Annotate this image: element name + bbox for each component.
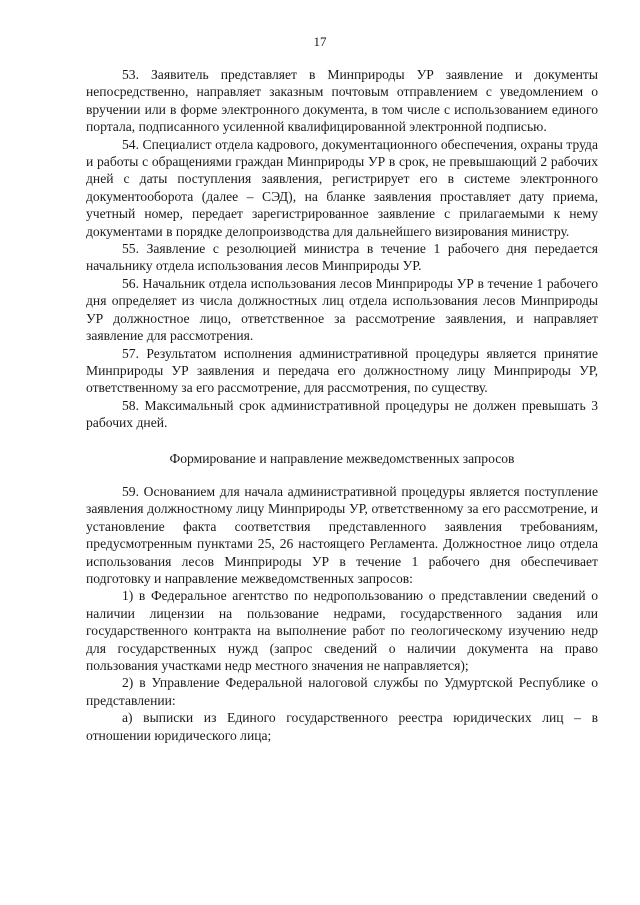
page-number: 17: [313, 34, 327, 49]
paragraph-54: 54. Специалист отдела кадрового, документационного обеспечения, охраны труда и работы с обращениями граждан Минприроды УР в срок, не превышающий 2 рабочих дней с даты поступления заявления, регистрирует его в системе электронного документооборота (далее – СЭД), на бланке заявления проставляет дату приема, учетный номер, передает зарегистрированное заявление с прилагаемыми к нему документами в порядке делопроизводства для дальнейшего визирования министру.: [86, 136, 598, 239]
paragraph-59-item-2: 2) в Управление Федеральной налоговой службы по Удмуртской Республике о представлении:: [86, 675, 598, 708]
paragraph-56: 56. Начальник отдела использования лесов Минприроды УР в течение 1 рабочего дня определяет из числа должностных лиц отдела использования лесов Минприроды УР должностное лицо, ответственное за рассмотрение заявления, и направляет заявление для рассмотрения.: [86, 275, 598, 344]
paragraph-59-item-1: 1) в Федеральное агентство по недропользованию о представлении сведений о наличии лицензии на пользование недрами, государственного задания или государственного контракта на выполнение работ по геологическому изучению недр для государственных нужд (запрос сведений о наличии документа на право пользования участками недр местного значения не направляется);: [86, 588, 598, 673]
paragraph-59-item-2a: а) выписки из Единого государственного реестра юридических лиц – в отношении юридического лица;: [86, 710, 598, 743]
paragraph-55: 55. Заявление с резолюцией министра в течение 1 рабочего дня передается начальнику отдела использования лесов Минприроды УР.: [86, 241, 598, 274]
document-body: [86, 66, 598, 744]
paragraph-53: 53. Заявитель представляет в Минприроды УР заявление и документы непосредственно, направляет заказным почтовым отправлением с уведомлением о вручении или в форме электронного документа, в том числе с использованием единого портала, подписанного усиленной квалифицированной электронной подписью.: [86, 67, 598, 135]
paragraph-58: 58. Максимальный срок административной процедуры не должен превышать 3 рабочих дней.: [86, 397, 598, 431]
paragraph-59: 59. Основанием для начала административной процедуры является поступление заявления должностному лицу Минприроды УР, ответственному за его рассмотрение, и установление факта соответствия представленного заявления требованиям, предусмотренным пунктами 25, 26 настоящего Регламента. Должностное лицо отдела использования лесов Минприроды УР в течение 1 рабочего дня обеспечивает подготовку и направление межведомственных запросов:: [86, 483, 598, 586]
section-heading: Формирование и направление межведомственных запросов: [169, 450, 515, 466]
paragraph-57: 57. Результатом исполнения административной процедуры является принятие Минприроды УР заявления и передача его должностному лицу Минприроды УР, ответственному за его рассмотрение, для рассмотрения, по существу.: [86, 345, 598, 396]
